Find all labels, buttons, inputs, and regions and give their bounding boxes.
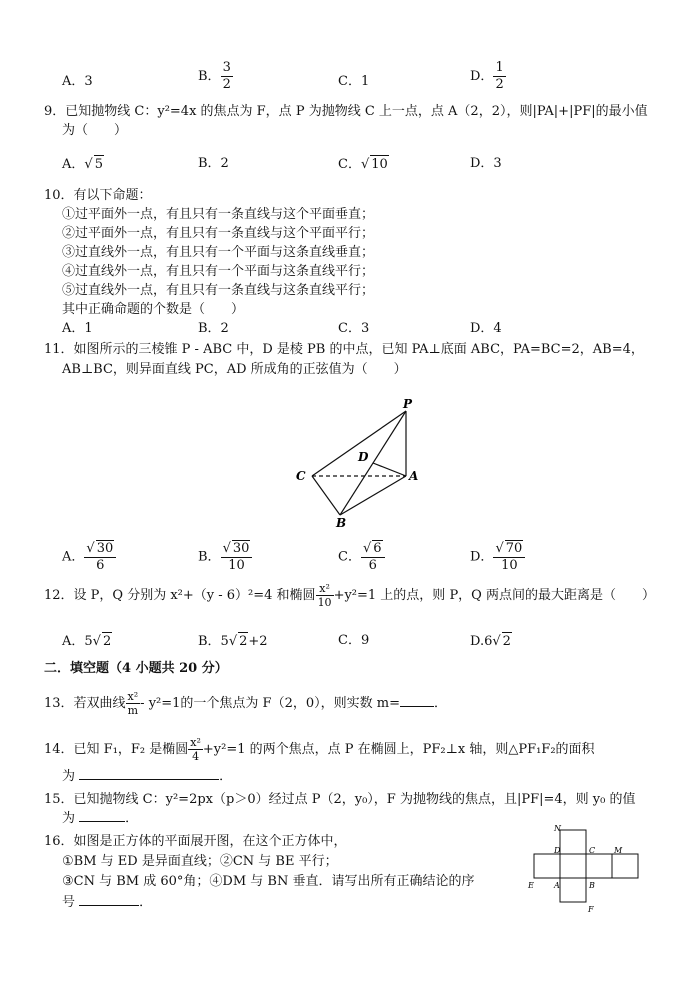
q12-d-radicand: 2 xyxy=(502,634,511,649)
q14-frac-den: 4 xyxy=(192,750,200,763)
q8-option-b xyxy=(198,60,233,93)
q11-option-c: C． $\frac{√ 6}{6}$ xyxy=(338,540,385,574)
q10-item: ③过直线外一点，有且只有一个平面与这条直线垂直； xyxy=(62,245,375,260)
q11-option-b: B． $\frac{√ 30}{10}$ xyxy=(198,540,252,574)
q8-option-d-fraction xyxy=(493,60,505,93)
q12-frac-num: x² xyxy=(316,582,334,596)
q8-option-b-prefix: B． xyxy=(198,69,221,84)
tetrahedron-figure xyxy=(290,395,430,530)
net-label-b: B xyxy=(589,881,595,890)
net-label-a: A xyxy=(554,881,560,890)
q9-a-radicand: 5 xyxy=(94,157,103,172)
q14-answer-blank[interactable] xyxy=(79,779,219,780)
section-heading-fill-in: 二．填空题（4 小题共 20 分） xyxy=(44,661,228,676)
q8-option-a: A．3 xyxy=(62,74,93,89)
label-p: P xyxy=(403,397,413,411)
q12-b-prefix: B．5 xyxy=(198,634,229,649)
q11-a-denominator: 6 xyxy=(96,558,105,573)
q13-post: - y²=1的一个焦点为 F（2，0），则实数 m= xyxy=(140,696,400,711)
q13-answer-blank[interactable] xyxy=(400,706,434,707)
q11-stem-line2: AB⊥BC，则异面直线 PC，AD 所成角的正弦值为（ ） xyxy=(62,362,407,377)
q14-line2-text: 为 xyxy=(62,769,76,784)
q11-option-d: D． $\frac{√ 70}{10}$ xyxy=(470,540,525,574)
q12-option-c: C．9 xyxy=(338,633,370,648)
q12-stem-pre: 12．设 P，Q 分别为 x²+（y - 6）²=4 和椭圆 xyxy=(44,588,316,603)
q12-b-radicand: 2 xyxy=(239,634,248,649)
q9-stem-line1: 9．已知抛物线 C：y²=4x 的焦点为 F，点 P 为抛物线 C 上一点，点 A（2，2），则|PA|+|PF|的最小值 xyxy=(44,104,648,119)
q10-option-a: A．1 xyxy=(62,321,93,336)
q11-b-denominator: 10 xyxy=(228,558,245,573)
q11-d-radicand: 70 xyxy=(505,541,523,556)
q9-c-prefix: C． xyxy=(338,157,361,172)
q11-stem-line1: 11．如图所示的三棱锥 P - ABC 中，D 是棱 PB 的中点，已知 PA⊥底面 ABC，PA=BC=2，AB=4， xyxy=(44,342,644,357)
q8-option-c: C．1 xyxy=(338,74,370,89)
net-label-d: D xyxy=(554,846,561,855)
q16-line4-text: 号 xyxy=(62,895,76,910)
net-square-center xyxy=(560,854,586,878)
q10-option-b: B．2 xyxy=(198,321,229,336)
q12-d-prefix: D.6 xyxy=(470,634,493,649)
q10-ask: 其中正确命题的个数是（ ） xyxy=(62,302,245,317)
segment-ad xyxy=(373,463,406,476)
q11-c-prefix: C． xyxy=(338,549,361,565)
q11-a-radicand: 30 xyxy=(96,541,114,556)
q11-d-denominator: 10 xyxy=(501,558,518,573)
net-label-c: C xyxy=(589,846,596,855)
edge-cb xyxy=(312,476,340,515)
q15-stem-line1: 15．已知抛物线 C：y²=2px（p＞0）经过点 P（2，y₀），F 为抛物线的焦点，且|PF|=4，则 y₀ 的值 xyxy=(44,792,636,807)
label-b: B xyxy=(336,516,347,530)
q11-b-radicand: 30 xyxy=(232,541,250,556)
net-square-bottom xyxy=(560,878,586,902)
q8-b-numerator: 3 xyxy=(222,60,231,75)
net-label-e: E xyxy=(528,881,534,890)
cube-net-figure xyxy=(526,824,646,916)
q8-option-b-fraction xyxy=(221,60,233,93)
net-label-n: N xyxy=(554,824,561,833)
q16-line4 xyxy=(62,894,152,912)
q8-d-denominator: 2 xyxy=(495,77,504,92)
edge-ba xyxy=(340,476,406,515)
q11-b-prefix: B． xyxy=(198,549,221,565)
q13-stem xyxy=(44,690,447,717)
q8-d-numerator: 1 xyxy=(495,60,504,75)
q9-c-radicand: 10 xyxy=(371,157,388,172)
net-label-m: M xyxy=(614,846,623,855)
net-square-far-right xyxy=(612,854,638,878)
q10-option-c: C．3 xyxy=(338,321,370,336)
q12-option-a: A．5√ 2 xyxy=(62,634,112,649)
q10-item: ⑤过直线外一点，有且只有一条直线与这条直线平行； xyxy=(62,283,375,298)
q10-item: ①过平面外一点，有且只有一条直线与这个平面垂直； xyxy=(62,207,375,222)
label-a: A xyxy=(409,469,419,483)
q11-d-prefix: D． xyxy=(470,549,494,565)
q15-line2-text: 为 xyxy=(62,811,76,826)
q12-stem xyxy=(44,582,655,609)
q9-option-a: A．√ 5 xyxy=(62,157,103,172)
q12-option-b: B．5√ 2+2 xyxy=(198,634,268,649)
q14-end: ． xyxy=(219,769,233,784)
q9-option-c: C．√ 10 xyxy=(338,157,388,172)
net-label-f: F xyxy=(588,905,594,914)
q13-pre: 13．若双曲线 xyxy=(44,696,126,711)
q15-line2 xyxy=(62,810,138,828)
q11-option-a: A． $\frac{√ 30}{6}$ xyxy=(62,540,116,574)
q8-option-d xyxy=(470,60,506,93)
q14-stem xyxy=(44,736,595,763)
q14-post: +y²=1 的两个焦点，点 P 在椭圆上，PF₂⊥x 轴，则△PF₁F₂的面积 xyxy=(202,742,595,757)
q10-title: 10．有以下命题： xyxy=(44,188,152,203)
label-c: C xyxy=(296,469,306,483)
q12-b-suffix: +2 xyxy=(248,634,268,649)
net-square-right xyxy=(586,854,612,878)
net-square-top xyxy=(560,830,586,854)
q11-c-denominator: 6 xyxy=(368,558,377,573)
net-square-left xyxy=(534,854,560,878)
edge-pc xyxy=(312,411,406,476)
q16-end: ． xyxy=(139,895,153,910)
q13-frac-num: x² xyxy=(127,690,139,703)
q12-stem-post: +y²=1 上的点，则 P，Q 两点间的最大距离是（ ） xyxy=(333,588,655,603)
q12-frac-den: 10 xyxy=(317,596,332,609)
q12-a-radicand: 2 xyxy=(102,634,112,649)
q11-c-radicand: 6 xyxy=(373,541,382,556)
q8-option-d-prefix: D． xyxy=(470,69,494,84)
q13-end: ． xyxy=(433,696,447,711)
q10-item: ②过平面外一点，有且只有一条直线与这个平面平行； xyxy=(62,226,375,241)
q9-a-prefix: A． xyxy=(62,157,85,172)
q10-item: ④过直线外一点，有且只有一个平面与这条直线平行； xyxy=(62,264,375,279)
q14-frac-num: x² xyxy=(190,736,201,749)
label-d: D xyxy=(358,450,369,464)
q16-stem-line1: 16．如图是正方体的平面展开图，在这个正方体中， xyxy=(44,834,347,849)
q9-option-d: D．3 xyxy=(470,156,502,171)
q8-b-denominator: 2 xyxy=(222,77,231,92)
q12-option-d: D.6√ 2 xyxy=(470,634,511,649)
q12-a-prefix: A．5 xyxy=(62,634,93,649)
q9-option-b: B．2 xyxy=(198,156,229,171)
q16-stem-line2: ①BM 与 ED 是异面直线；②CN 与 BE 平行； xyxy=(62,854,338,869)
q9-stem-line2: 为（ ） xyxy=(62,123,128,138)
q11-a-prefix: A． xyxy=(62,549,85,565)
q15-end: ． xyxy=(125,811,139,826)
q16-stem-line3: ③CN 与 BM 成 60°角；④DM 与 BN 垂直．请写出所有正确结论的序 xyxy=(62,874,475,889)
q16-answer-blank[interactable] xyxy=(79,905,139,906)
q14-line2 xyxy=(62,768,232,786)
q15-answer-blank[interactable] xyxy=(79,821,125,822)
q14-pre: 14．已知 F₁，F₂ 是椭圆 xyxy=(44,742,189,757)
q13-frac-den: m xyxy=(127,704,139,717)
q10-option-d: D．4 xyxy=(470,321,502,336)
